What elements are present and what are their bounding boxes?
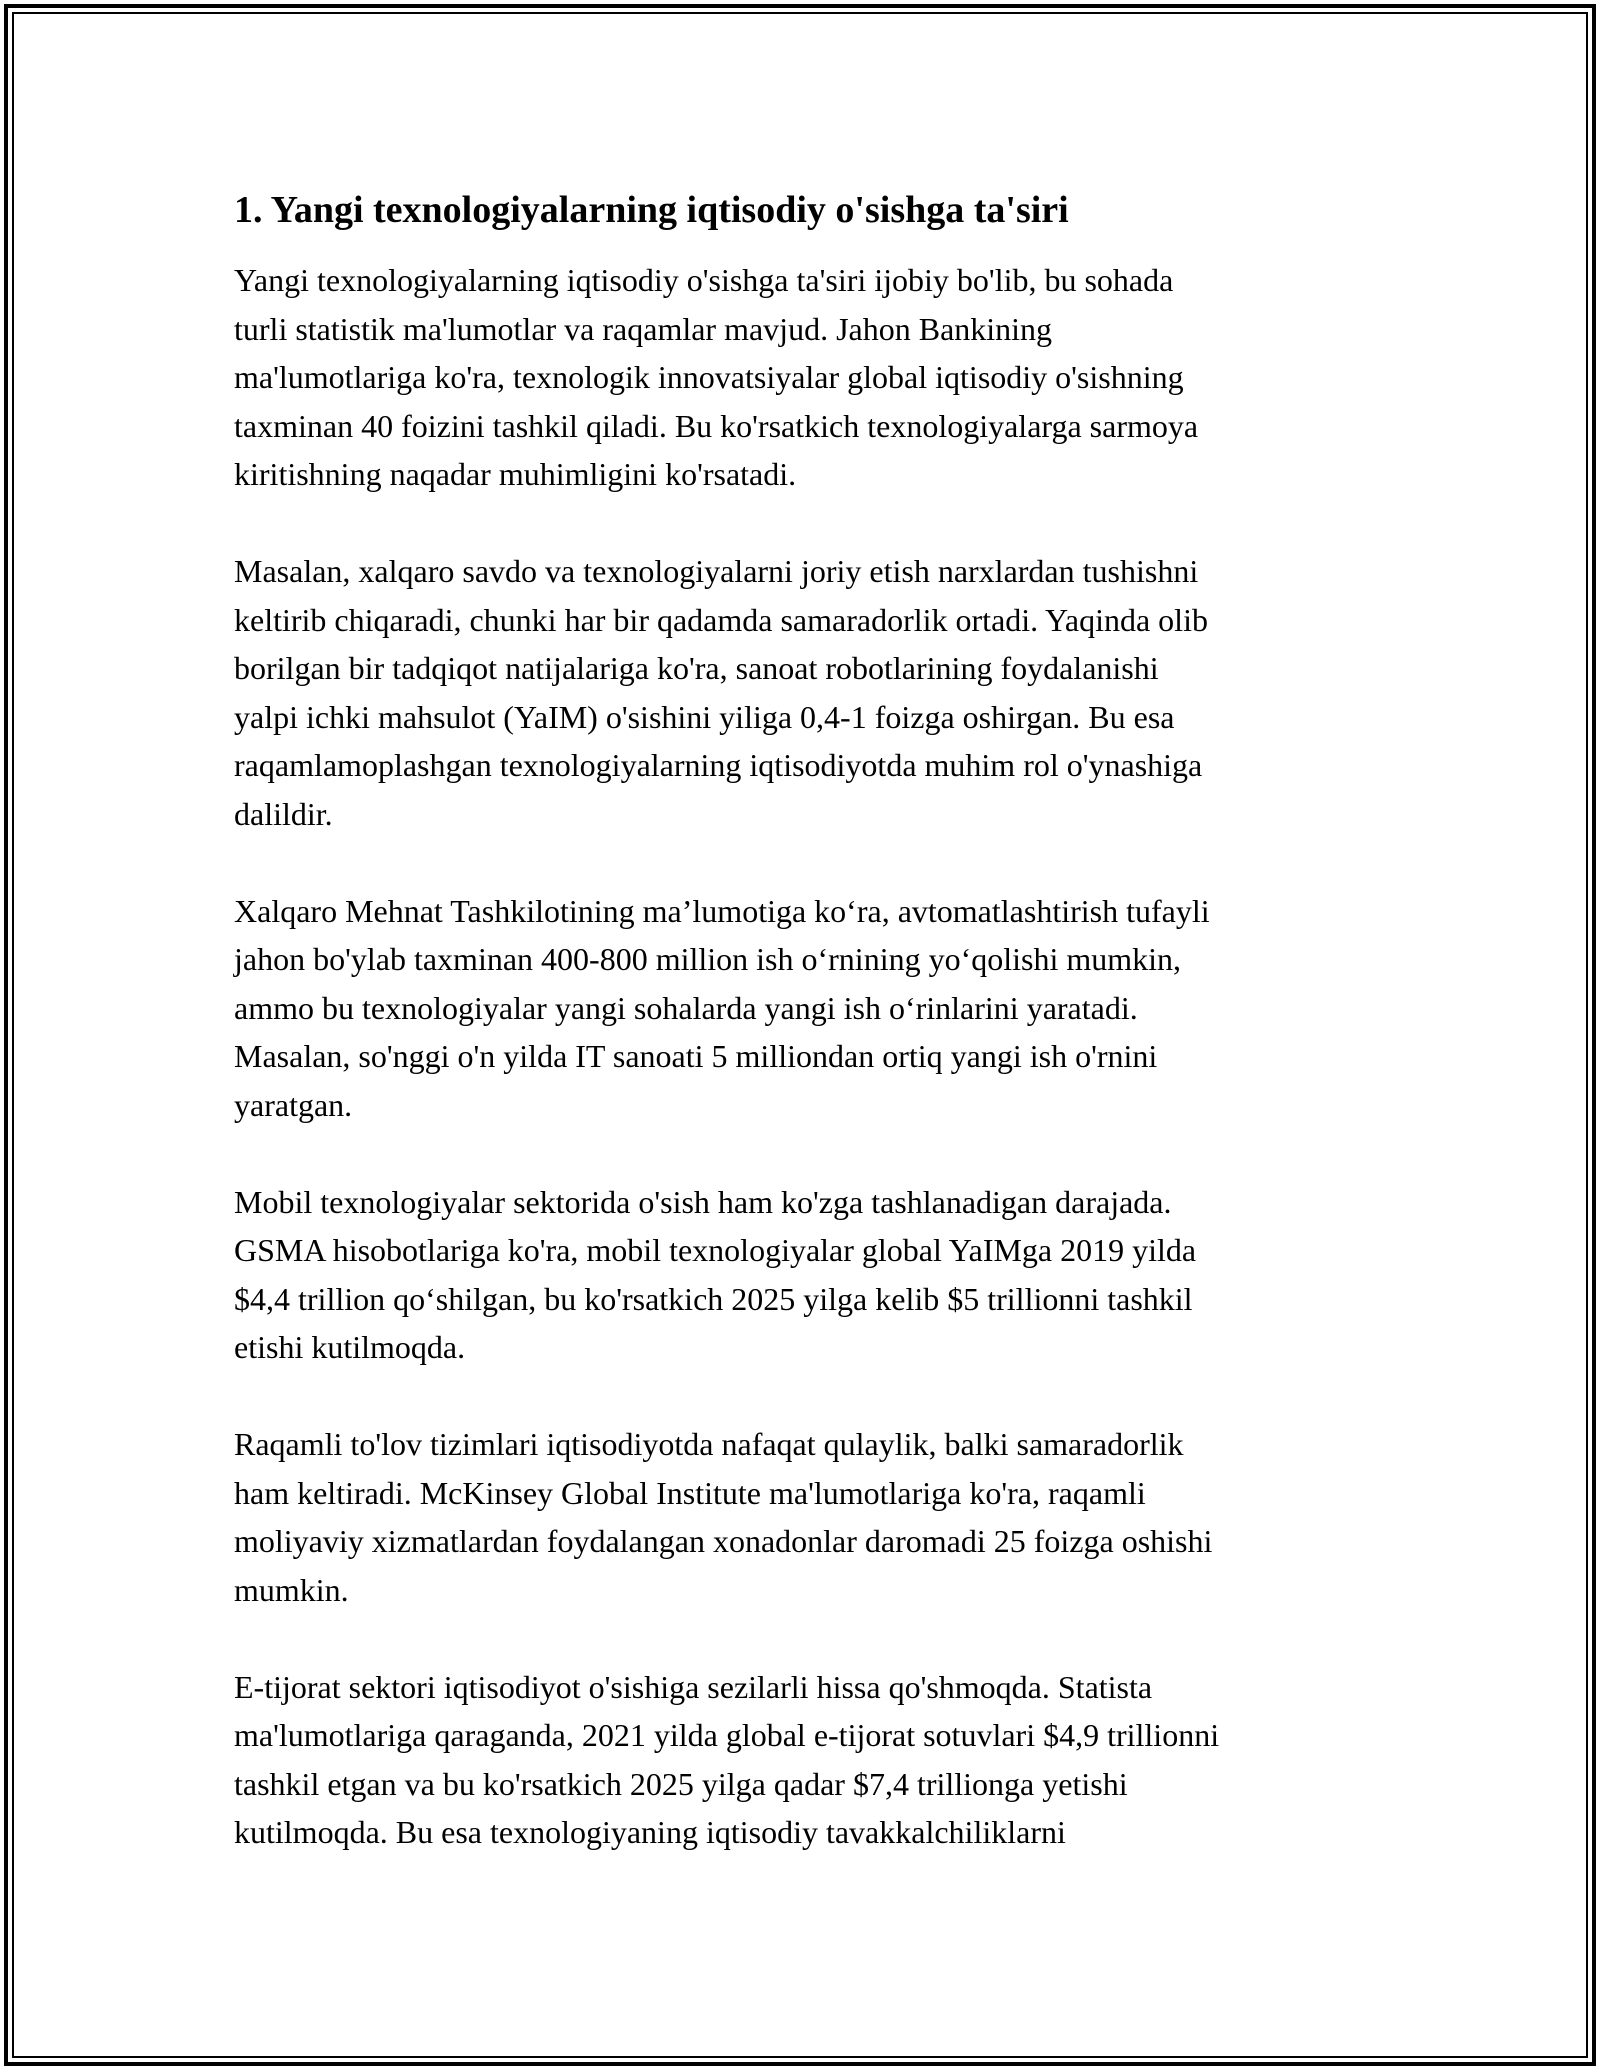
paragraph — [234, 887, 1384, 1130]
text-line: Xalqaro Mehnat Tashkilotining ma’lumotiga ko‘ra, avtomatlashtirish tufayli — [234, 892, 1210, 929]
paragraph — [234, 1420, 1384, 1614]
text-line: tashkil etgan va bu ko'rsatkich 2025 yilga qadar $7,4 trillionga yetishi — [234, 1765, 1128, 1802]
text-line: turli statistik ma'lumotlar va raqamlar mavjud. Jahon Bankining — [234, 310, 1053, 347]
text-line: GSMA hisobotlariga ko'ra, mobil texnologiyalar global YaIMga 2019 yilda — [234, 1232, 1197, 1268]
text-line: Masalan, so'nggi o'n yilda IT sanoati 5 milliondan ortiq yangi ish o'rnini — [234, 1038, 1158, 1074]
document-body — [234, 186, 1384, 1905]
paragraph — [234, 547, 1384, 838]
paragraph — [234, 1663, 1384, 1857]
text-line: borilgan bir tadqiqot natijalariga ko'ra, sanoat robotlarining foydalanishi — [234, 650, 1159, 686]
text-line: Yangi texnologiyalarning iqtisodiy o'sishga ta'siri ijobiy bo'lib, bu sohada — [234, 262, 1174, 298]
paragraph — [234, 256, 1384, 499]
text-line: raqamlamoplashgan texnologiyalarning iqtisodiyotda muhim rol o'ynashiga — [234, 747, 1203, 783]
text-line: $4,4 trillion qo‘shilgan, bu ko'rsatkich 2025 yilga kelib $5 trillionni tashkil — [234, 1280, 1193, 1317]
paragraph-list — [234, 256, 1384, 1857]
text-line: kutilmoqda. Bu esa texnologiyaning iqtisodiy tavakkalchiliklarni — [234, 1814, 1066, 1850]
text-line: Masalan, xalqaro savdo va texnologiyalarni joriy etish narxlardan tushishni — [234, 553, 1199, 589]
section-heading: 1. Yangi texnologiyalarning iqtisodiy o'sishga ta'siri — [234, 189, 1069, 231]
text-line: dalildir. — [234, 795, 333, 832]
text-line: ammo bu texnologiyalar yangi sohalarda yangi ish o‘rinlarini yaratadi. — [234, 989, 1138, 1026]
text-line: keltirib chiqaradi, chunki har bir qadamda samaradorlik ortadi. Yaqinda olib — [234, 601, 1208, 638]
text-line: ham keltiradi. McKinsey Global Institute ma'lumotlariga ko'ra, raqamli — [234, 1474, 1146, 1511]
text-line: kiritishning naqadar muhimligini ko'rsatadi. — [234, 456, 797, 492]
text-line: ma'lumotlariga qaraganda, 2021 yilda global e-tijorat sotuvlari $4,9 trillionni — [234, 1717, 1220, 1753]
text-line: Mobil texnologiyalar sektorida o'sish ham ko'zga tashlanadigan darajada. — [234, 1183, 1172, 1220]
text-line: yaratgan. — [234, 1086, 353, 1123]
text-line: E-tijorat sektori iqtisodiyot o'sishiga sezilarli hissa qo'shmoqda. Statista — [234, 1668, 1153, 1705]
paragraph — [234, 1178, 1384, 1372]
text-line: taxminan 40 foizini tashkil qiladi. Bu ko'rsatkich texnologiyalarga sarmoya — [234, 407, 1199, 444]
text-line: mumkin. — [234, 1571, 349, 1608]
text-line: ma'lumotlariga ko'ra, texnologik innovatsiyalar global iqtisodiy o'sishning — [234, 359, 1184, 395]
text-line: yalpi ichki mahsulot (YaIM) o'sishini yiliga 0,4-1 foizga oshirgan. Bu esa — [234, 698, 1175, 735]
text-line: moliyaviy xizmatlardan foydalangan xonadonlar daromadi 25 foizga oshishi — [234, 1523, 1213, 1559]
text-line: jahon bo'ylab taxminan 400-800 million ish o‘rnining yo‘qolishi mumkin, — [234, 941, 1182, 977]
text-line: etishi kutilmoqda. — [234, 1329, 466, 1365]
text-line: Raqamli to'lov tizimlari iqtisodiyotda nafaqat qulaylik, balki samaradorlik — [234, 1426, 1184, 1462]
